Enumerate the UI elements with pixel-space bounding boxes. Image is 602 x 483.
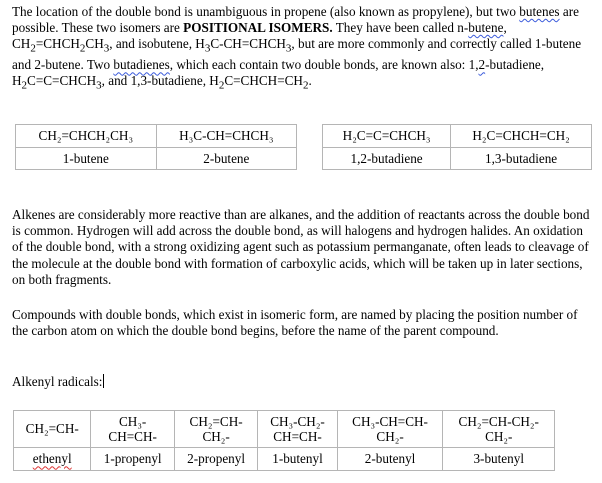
name-cell: 2-butenyl bbox=[337, 448, 443, 471]
intro-text: The location of the double bond is unambiguous in propene (also known as propylene), but two bbox=[12, 4, 516, 19]
formula-cell: H₃C-CH=CHCH₃ bbox=[156, 125, 296, 148]
reactivity-paragraph: Alkenes are considerably more reactive than are alkanes, and the addition of reactants across the double bond is common. Hydrogen will add across the double bond, as will halogens and hydrogen halides. An oxidation of the double bond, with a strong oxidizing agent such as potassium permanganate, often leads to cleavage of the molecule at the double bond with formation of carboxylic acids, which will be taken up in later sections, on both fragments. bbox=[12, 207, 590, 287]
formula-line: CH₂=CH- bbox=[189, 413, 243, 429]
formula-line: CH₂- bbox=[485, 429, 513, 444]
formula-cell bbox=[14, 411, 91, 448]
name-cell: 1,3-butadiene bbox=[451, 148, 592, 170]
subscript: 2 bbox=[79, 43, 86, 56]
name-cell: 1-butenyl bbox=[258, 448, 337, 471]
formula-line: CH₂=CH-CH₂- bbox=[458, 413, 539, 429]
spell-flag-ethenyl: ethenyl bbox=[32, 451, 72, 467]
intro-paragraph bbox=[12, 4, 592, 94]
butadiene-table bbox=[322, 124, 592, 170]
name-cell: 1-propenyl bbox=[91, 448, 174, 471]
intro-text: , which each contain two double bonds, are known also: 1, bbox=[169, 57, 479, 73]
formula-cell bbox=[258, 411, 337, 448]
subscript: 2 bbox=[30, 43, 36, 56]
subscript: 2 bbox=[218, 80, 225, 93]
formula-line: CH₂- bbox=[202, 429, 230, 444]
formula-cell: H₂C=CHCH=CH₂ bbox=[451, 125, 592, 148]
formula-cell bbox=[443, 411, 555, 448]
alkenyl-table bbox=[13, 410, 555, 471]
name-cell: 2-butene bbox=[156, 148, 296, 170]
name-cell: 1,2-butadiene bbox=[323, 148, 451, 170]
intro-text: are possible. These two isomers are bbox=[12, 4, 579, 36]
intro-text: C-CH=CHCH bbox=[210, 36, 286, 52]
intro-text: , and isobutene, H bbox=[109, 36, 205, 52]
name-cell: 3-butenyl bbox=[443, 448, 555, 471]
formula-line: CH₃-CH₂- bbox=[270, 413, 325, 429]
text-caret bbox=[103, 374, 104, 388]
intro-text: =CHCH bbox=[35, 36, 80, 52]
formula-line: CH₃-CH=CH- bbox=[352, 413, 428, 429]
formula-cell bbox=[337, 411, 443, 448]
subscript: 3 bbox=[285, 43, 292, 56]
formula-cell: H₂C=C=CHCH₃ bbox=[323, 125, 451, 148]
butene-table bbox=[15, 124, 297, 170]
positional-isomers-term: POSITIONAL ISOMERS. bbox=[183, 20, 333, 36]
subscript: 2 bbox=[302, 80, 309, 93]
spell-flag-butene: butene bbox=[468, 20, 504, 36]
subscript: 2 bbox=[21, 80, 28, 93]
formula-line: CH=CH- bbox=[273, 429, 322, 444]
subscript: 3 bbox=[103, 43, 110, 56]
formula-line: CH₃- bbox=[119, 413, 147, 429]
spell-flag-butenes: butenes bbox=[519, 4, 560, 19]
spell-flag-butadienes: butadienes bbox=[113, 57, 170, 73]
intro-text: -butadiene, H bbox=[12, 57, 545, 89]
intro-text: . bbox=[308, 73, 312, 89]
intro-text: They have been called n- bbox=[335, 20, 469, 36]
name-cell: 2-propenyl bbox=[174, 448, 257, 471]
name-cell: 1-butene bbox=[16, 148, 157, 170]
formula-cell bbox=[174, 411, 257, 448]
intro-text: C=C=CHCH bbox=[27, 73, 97, 89]
intro-text: C=CHCH=CH bbox=[224, 73, 303, 89]
subscript: 3 bbox=[96, 80, 102, 93]
intro-text: , but are more commonly and correctly called 1-butene and 2-butene. Two bbox=[12, 36, 582, 73]
intro-text: , CH bbox=[12, 20, 507, 52]
formula-cell: CH₂=CHCH₂CH₃ bbox=[16, 125, 157, 148]
formula-line: CH₂=CH- bbox=[25, 421, 79, 437]
spell-flag-2: 2 bbox=[478, 57, 486, 73]
alkenyl-label-line bbox=[12, 374, 592, 390]
intro-text: CH bbox=[85, 36, 104, 52]
subscript: 3 bbox=[204, 43, 211, 56]
name-cell bbox=[14, 448, 91, 471]
formula-line: CH=CH- bbox=[108, 429, 157, 444]
formula-line: CH₂- bbox=[376, 429, 404, 444]
naming-paragraph: Compounds with double bonds, which exist in isomeric form, are named by placing the position number of the carbon atom on which the double bond begins, before the name of the parent compound. bbox=[12, 307, 578, 339]
intro-text: , and 1,3-butadiene, H bbox=[101, 73, 219, 89]
formula-cell bbox=[91, 411, 174, 448]
alkenyl-label: Alkenyl radicals: bbox=[12, 374, 103, 389]
